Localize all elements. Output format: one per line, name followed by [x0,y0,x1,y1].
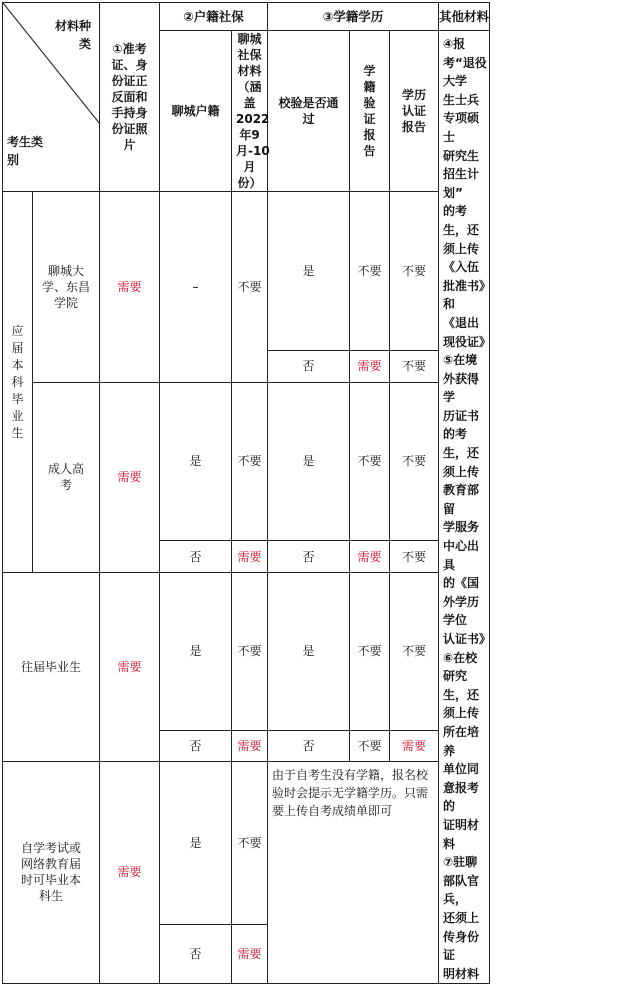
cell-huji: 是 [160,761,232,925]
cell-xueji: 需要 [350,350,390,382]
group-header-xueji-xueli: ③学籍学历 [268,3,439,31]
cell-xueji: 不要 [350,192,390,351]
zikao-note: 由于自考生没有学籍，报名校验时会提示无学籍学历。只需要上传自考成绩单即可 [268,761,439,984]
cell-xueji: 不要 [350,382,390,541]
group-header-huji-shebao: ②户籍社保 [160,3,268,31]
note-line: 还须上传身份证 [443,910,480,963]
cell-shebao: 不要 [232,761,268,925]
note-line: 认证书》 [443,632,492,646]
note-line: 生士兵专项硕士 [443,92,480,144]
cell-huji: 否 [160,730,232,761]
cell-xueji: 需要 [350,541,390,573]
note-line: ⑤在境外获得学 [443,353,480,405]
other-materials-notes [439,31,490,984]
cell-col1-liaocheng: 需要 [100,192,160,383]
diag-top-label: 材料种类 [54,19,91,51]
cell-shebao: 需要 [232,925,268,984]
cell-col1-wangjie: 需要 [100,573,160,762]
cell-jiaoyan: 是 [268,192,350,351]
cell-jiaoyan: 否 [268,541,350,573]
note-line: ⑥在校研究生，还 [443,650,480,702]
cell-xueli: 不要 [390,192,439,351]
materials-table [2,2,620,984]
cell-huji-liaocheng: – [160,192,232,383]
cell-xueji: 不要 [350,573,390,731]
cell-xueji: 不要 [350,730,390,761]
cell-shebao: 不要 [232,573,268,731]
cell-xueli: 不要 [390,350,439,382]
cell-shebao: 需要 [232,541,268,573]
cell-huji: 否 [160,541,232,573]
cell-xueli: 不要 [390,541,439,573]
cell-shebao: 需要 [232,730,268,761]
note-line: 明材料 [443,966,480,981]
group-header-other: 其他材料 [439,3,490,31]
cell-shebao: 不要 [232,382,268,541]
cell-jiaoyan: 是 [268,573,350,731]
cell-huji: 否 [160,925,232,984]
note-line: 单位同意报考的 [443,762,480,814]
cell-shebao-liaocheng: 不要 [232,192,268,383]
note-line: ⑦驻聊部队官兵， [443,855,480,907]
diag-bottom-label: 考生类别 [7,135,44,167]
note-line: 须上传所在培养 [443,706,480,758]
cell-xueli: 不要 [390,573,439,731]
col-header-id-materials: ①准考证、身份证正反面和手持身份证照片 [100,3,160,192]
cell-xueli: 不要 [390,382,439,541]
note-line: 的考生，还须上传 [443,204,480,256]
category-wangjie: 往届毕业生 [3,573,100,762]
cell-huji: 是 [160,573,232,731]
category-zikao: 自学考试或网络教育届时可毕业本科生 [3,761,100,984]
note-line: 历证书的考生，还 [443,408,480,461]
subheader-huji: 聊城户籍 [160,31,232,192]
note-line: 证明材料 [443,817,480,851]
note-line: ④报考“退役大学 [443,37,487,89]
note-line: 的《国外学历学位 [443,576,480,628]
note-line: 学服务中心出具 [443,520,480,572]
note-line: 《退出现役证》 [443,315,492,349]
cell-jiaoyan: 否 [268,730,350,761]
diagonal-header-cell [3,3,100,192]
cell-jiaoyan: 否 [268,350,350,382]
cell-col1-chengren: 需要 [100,382,160,573]
subheader-xueji: 学籍验证报告 [350,31,390,192]
subheader-shebao: 聊城社保材料（涵盖2022年9月-10月份） [232,31,268,192]
note-line: 《入伍批准书》和 [443,260,486,312]
category-yingjie: 应届本科毕业生 [3,192,33,573]
subcategory-chengren: 成人高考 [33,382,100,573]
subheader-jiaoyan: 校验是否通过 [268,31,350,192]
subcategory-liaocheng: 聊城大学、东昌学院 [33,192,100,383]
cell-jiaoyan: 是 [268,382,350,541]
cell-xueli: 需要 [390,730,439,761]
note-line: 研究生招生计划” [443,148,480,200]
note-line: 须上传教育部留 [443,464,480,516]
cell-huji: 是 [160,382,232,541]
subheader-xueli: 学历认证报告 [390,31,439,192]
cell-col1-zikao: 需要 [100,761,160,984]
